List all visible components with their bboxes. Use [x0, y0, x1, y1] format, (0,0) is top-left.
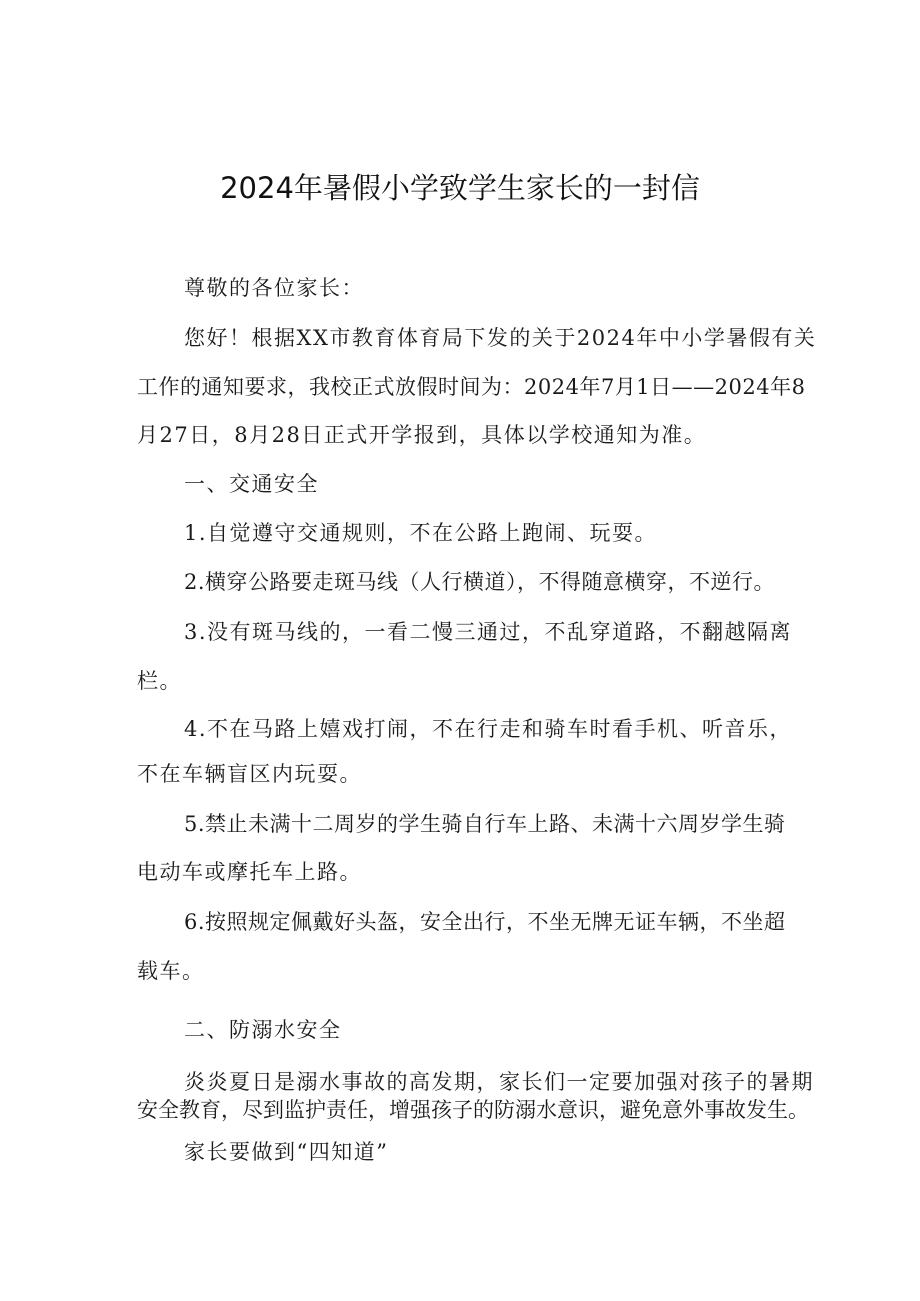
drowning-para-line-2: 安全教育，尽到监护责任，增强孩子的防溺水意识，避免意外事故发生。: [137, 1098, 809, 1122]
intro-line-1: 您好！根据XX市教育体育局下发的关于2024年中小学暑假有关: [184, 326, 817, 350]
traffic-item-6-line-2: 载车。: [137, 959, 205, 983]
traffic-item-5-line-2: 电动车或摩托车上路。: [137, 860, 362, 884]
salutation: 尊敬的各位家长：: [184, 276, 364, 300]
traffic-item-4-line-1: 4.不在马路上嬉戏打闹，不在行走和骑车时看手机、听音乐，: [184, 717, 793, 741]
traffic-item-2: 2.横穿公路要走斑马线（人行横道），不得随意横穿，不逆行。: [184, 570, 776, 594]
traffic-item-3-line-1: 3.没有斑马线的，一看二慢三通过，不乱穿道路，不翻越隔离: [184, 620, 793, 644]
traffic-item-1: 1.自觉遵守交通规则，不在公路上跑闹、玩耍。: [184, 521, 658, 545]
section-heading-drowning: 二、防溺水安全: [184, 1018, 342, 1042]
traffic-item-5-line-1: 5.禁止未满十二周岁的学生骑自行车上路、未满十六周岁学生骑: [184, 812, 786, 836]
intro-line-3: 月27日，8月28日正式开学报到，具体以学校通知为准。: [137, 423, 707, 447]
four-know-heading: 家长要做到“四知道”: [184, 1140, 389, 1164]
traffic-item-4-line-2: 不在车辆盲区内玩耍。: [137, 762, 362, 786]
traffic-item-6-line-1: 6.按照规定佩戴好头盔，安全出行，不坐无牌无证车辆，不坐超: [184, 910, 786, 934]
drowning-para-line-1: 炎炎夏日是溺水事故的高发期，家长们一定要加强对孩子的暑期: [184, 1070, 814, 1094]
traffic-item-3-line-2: 栏。: [137, 669, 182, 693]
section-heading-traffic: 一、交通安全: [184, 472, 319, 496]
document-title: 2024年暑假小学致学生家长的一封信: [220, 171, 700, 205]
intro-line-2: 工作的通知要求，我校正式放假时间为：2024年7月1日——2024年8: [137, 375, 806, 399]
